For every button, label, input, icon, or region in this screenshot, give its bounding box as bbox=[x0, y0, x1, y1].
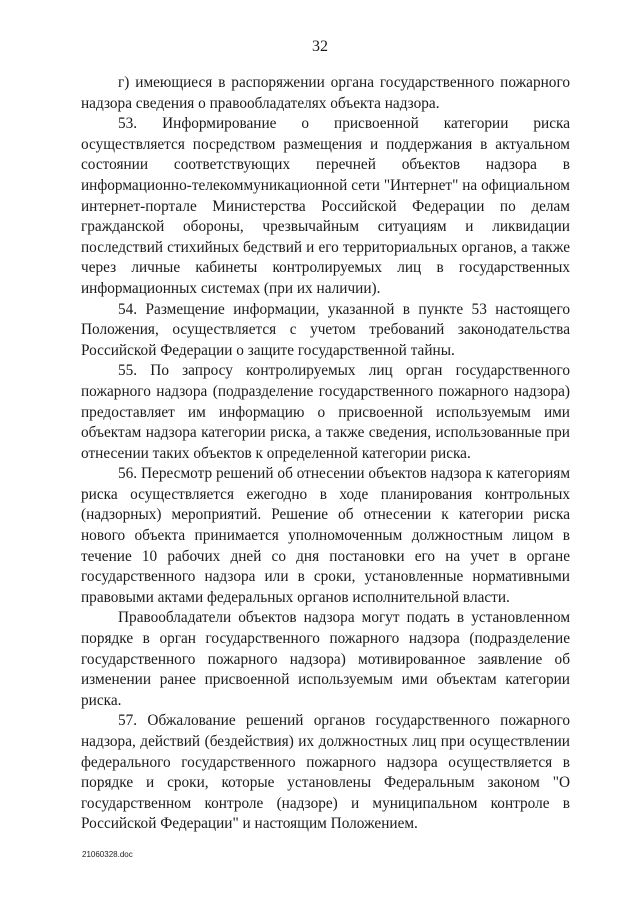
paragraph-56-continued: Правообладатели объектов надзора могут подать в установленном порядке в орган государственного пожарного надзора (подразделение государственного пожарного надзора) мотивированное заявление об изменении ранее присвоенной используемым ими объектам категории риска. bbox=[81, 609, 570, 709]
paragraph-53: 53. Информирование о присвоенной категории риска осуществляется посредством размещения и поддержания в актуальном состоянии соответствующих перечней объектов надзора в информационно-телекоммуникационной сети "Интернет" на официальном интернет-портале Министерства Российской Федерации по делам гражданской обороны, чрезвычайным ситуациям и ликвидации последствий стихийных бедствий и его территориальных органов, а также через личные кабинеты контролируемых лиц в государственных информационных системах (при их наличии). bbox=[81, 115, 570, 297]
paragraph-item-g: г) имеющиеся в распоряжении органа государственного пожарного надзора сведения о правообладателях объекта надзора. bbox=[81, 74, 570, 112]
paragraph-54: 54. Размещение информации, указанной в пункте 53 настоящего Положения, осуществляется с учетом требований законодательства Российской Федерации о защите государственной тайны. bbox=[81, 300, 570, 359]
page-number: 32 bbox=[312, 38, 328, 55]
paragraph-56: 56. Пересмотр решений об отнесении объектов надзора к категориям риска осуществляется ежегодно в ходе планирования контрольных (надзорных) мероприятий. Решение об отнесении к категории риска нового объекта принимается уполномоченным должностным лицом в течение 10 рабочих дней со дня постановки его на учет в органе государственного надзора или в сроки, установленные нормативными правовыми актами федеральных органов исполнительной власти. bbox=[81, 465, 570, 606]
document-body bbox=[81, 73, 570, 835]
footer-file-code: 21060328.doc bbox=[82, 850, 133, 859]
paragraph-57: 57. Обжалование решений органов государственного пожарного надзора, действий (бездействия) их должностных лиц при осуществлении федерального государственного пожарного надзора осуществляется в порядке и сроки, которые установлены Федеральным законом "О государственном контроле (надзоре) и муниципальном контроле в Российской Федерации" и настоящим Положением. bbox=[81, 712, 570, 833]
paragraph-55: 55. По запросу контролируемых лиц орган государственного пожарного надзора (подразделение государственного пожарного надзора) предоставляет им информацию о присвоенной используемым ими объектам надзора категории риска, а также сведения, использованные при отнесении таких объектов к определенной категории риска. bbox=[81, 362, 570, 462]
